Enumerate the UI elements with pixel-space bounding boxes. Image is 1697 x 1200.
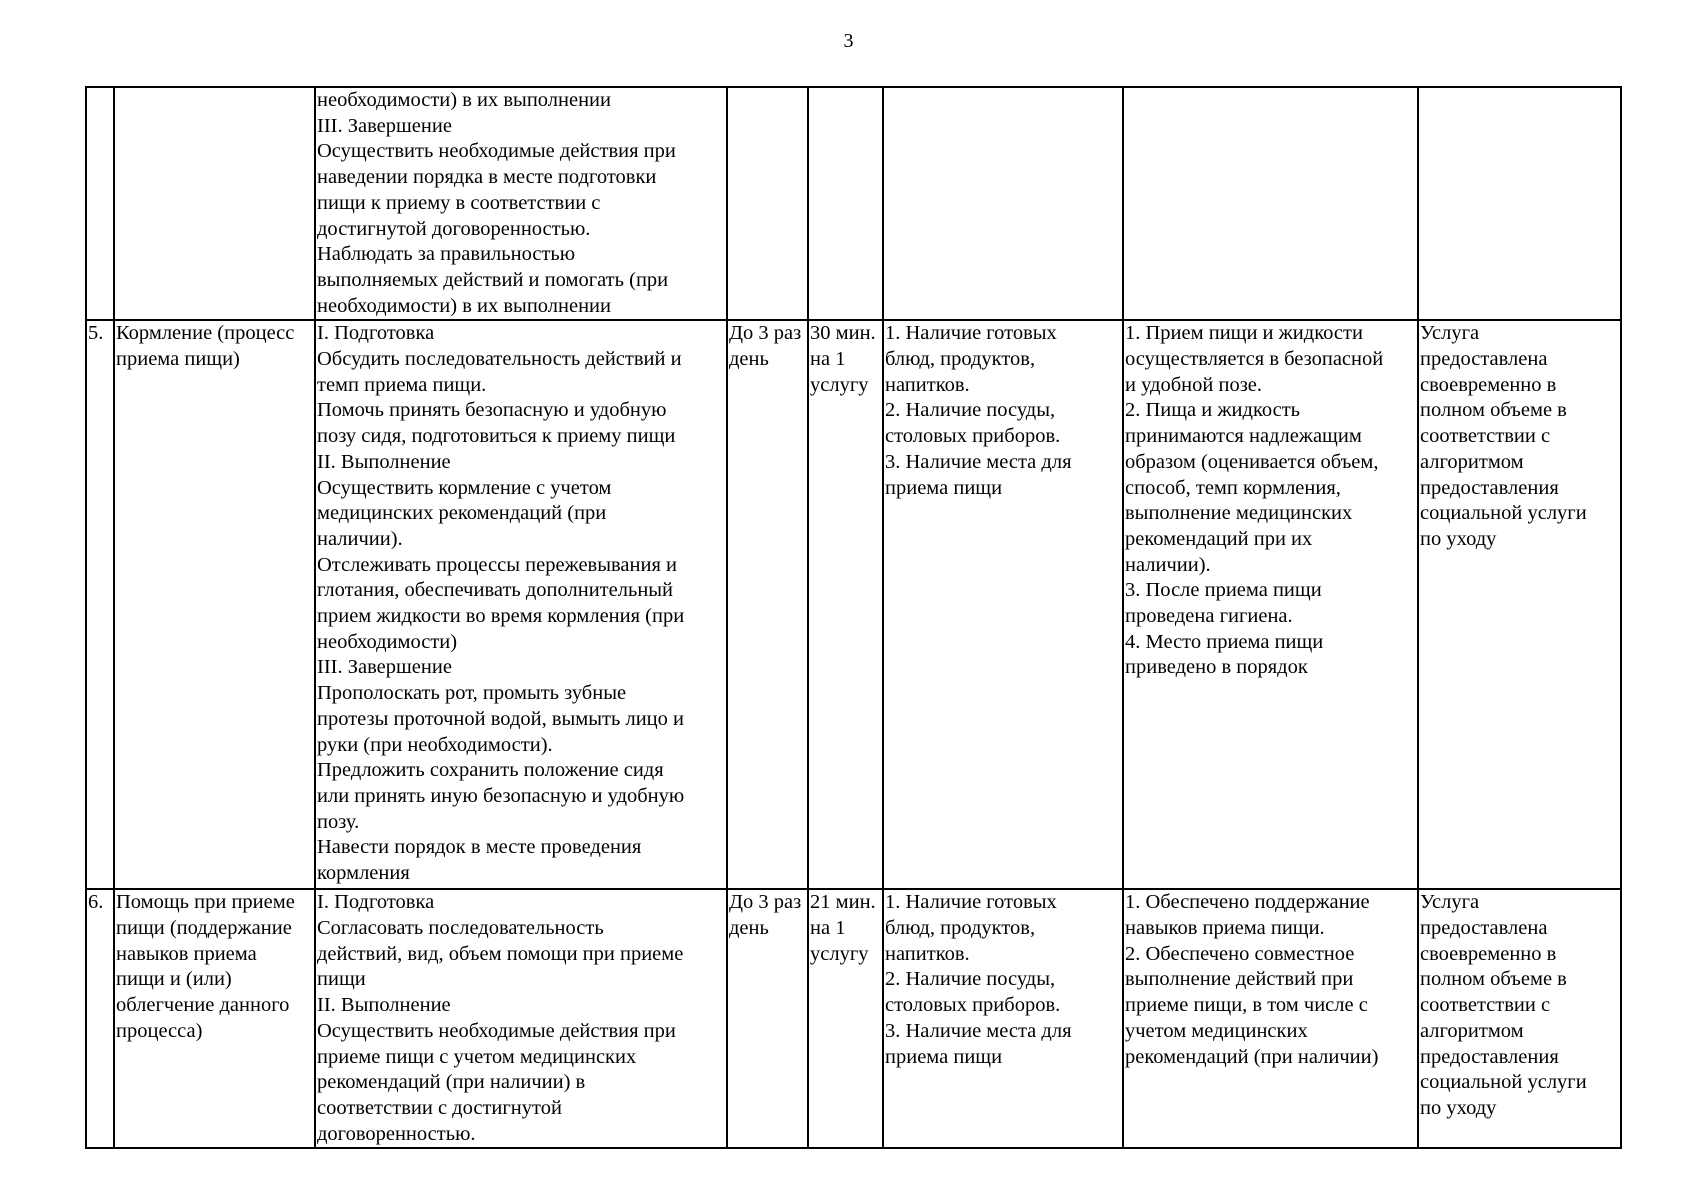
cell-service-name <box>114 889 315 1148</box>
cell-procedure <box>315 889 727 1148</box>
cell-text-line: медицинских рекомендаций (при <box>317 502 607 525</box>
cell-text-line: III. Завершение <box>317 656 452 679</box>
cell-text-line: II. Выполнение <box>317 994 451 1017</box>
cell-text-line: своевременно в <box>1420 373 1557 396</box>
cell-text-line: приема пищи <box>885 1045 1003 1068</box>
cell-text-line: алгоритмом <box>1420 450 1524 473</box>
cell-text-line: рекомендаций (при наличии) <box>1125 1045 1379 1068</box>
cell-text-line: приеме пищи с учетом медицинских <box>317 1045 637 1068</box>
services-table <box>85 86 1622 1149</box>
cell-text-line: приеме пищи, в том числе с <box>1125 994 1368 1017</box>
cell-text-line: 2. Наличие посуды, <box>885 399 1056 422</box>
cell-indicators <box>1123 320 1418 889</box>
cell-text-line: достигнутой договоренностью. <box>317 217 591 240</box>
cell-text-line: Обсудить последовательность действий и <box>317 348 682 371</box>
cell-text-line: наличии). <box>317 527 403 550</box>
cell-text-line: 1. Наличие готовых <box>885 322 1057 345</box>
cell-text-line: навыков приема <box>116 942 257 965</box>
cell-text-line: выполняемых действий и помогать (при <box>317 268 669 291</box>
cell-text-line: Предложить сохранить положение сидя <box>317 759 664 782</box>
cell-text-line: учетом медицинских <box>1125 1019 1308 1042</box>
cell-text-line: кормления <box>317 862 410 885</box>
cell-text-line: напитков. <box>885 373 970 396</box>
cell-text-line: действий, вид, объем помощи при приеме <box>317 942 684 965</box>
cell-text-line: Прополоскать рот, промыть зубные <box>317 682 627 705</box>
cell-text-line: позу. <box>317 810 360 833</box>
cell-duration <box>808 87 883 320</box>
cell-text-line: предоставления <box>1420 476 1559 499</box>
cell-text-line: соответствии с <box>1420 994 1551 1017</box>
cell-text-line: необходимости) в их выполнении <box>317 294 611 317</box>
cell-text-line: I. Подготовка <box>317 322 435 345</box>
cell-text-line: 21 мин. <box>810 891 876 914</box>
table-row <box>86 87 1621 320</box>
cell-number: 5. <box>86 320 114 889</box>
cell-text-line: необходимости) в их выполнении <box>317 89 611 111</box>
cell-text-line: 1. Обеспечено поддержание <box>1125 891 1370 914</box>
cell-text-line: 2. Обеспечено совместное <box>1125 942 1355 965</box>
cell-text-line: рекомендаций (при наличии) в <box>317 1071 586 1094</box>
cell-text-line: на 1 <box>810 348 846 371</box>
cell-text-line: по уходу <box>1420 527 1497 550</box>
cell-number <box>86 87 114 320</box>
page-number: 3 <box>843 30 854 52</box>
cell-procedure <box>315 320 727 889</box>
cell-evaluation <box>1418 889 1621 1148</box>
cell-text-line: пищи (поддержание <box>116 917 292 940</box>
cell-text-line: приема пищи <box>885 476 1003 499</box>
cell-text-line: осуществляется в безопасной <box>1125 348 1384 371</box>
cell-text-line: облегчение данного <box>116 994 290 1017</box>
table-row <box>86 889 1621 1148</box>
cell-indicators <box>1123 87 1418 320</box>
cell-text-line: выполнение медицинских <box>1125 502 1353 525</box>
cell-frequency <box>727 87 808 320</box>
cell-service-name <box>114 87 315 320</box>
cell-text-line: темп приема пищи. <box>317 373 487 396</box>
cell-text-line: столовых приборов. <box>885 425 1061 448</box>
cell-text-line: 3. Наличие места для <box>885 450 1072 473</box>
cell-text-line: день <box>729 917 769 940</box>
cell-text-line: Осуществить необходимые действия при <box>317 1019 676 1042</box>
cell-text-line: 4. Место приема пищи <box>1125 630 1324 653</box>
cell-text-line: день <box>729 348 769 371</box>
cell-text-line: рекомендаций при их <box>1125 527 1313 550</box>
cell-text-line: III. Завершение <box>317 114 452 137</box>
cell-text-line: блюд, продуктов, <box>885 917 1036 940</box>
cell-text-line: До 3 раз <box>729 891 802 914</box>
cell-text-line: наличии). <box>1125 553 1211 576</box>
cell-text-line: 2. Пища и жидкость <box>1125 399 1301 422</box>
cell-text-line: способ, темп кормления, <box>1125 476 1341 499</box>
cell-text-line: Помочь принять безопасную и удобную <box>317 399 667 422</box>
cell-frequency <box>727 889 808 1148</box>
cell-text-line: предоставлена <box>1420 917 1548 940</box>
cell-duration <box>808 320 883 889</box>
cell-text-line: 30 мин. <box>810 322 876 345</box>
cell-text-line: Наблюдать за правильностью <box>317 243 576 266</box>
cell-conditions <box>883 889 1123 1148</box>
cell-text-line: проведена гигиена. <box>1125 605 1293 628</box>
cell-text-line: принимаются надлежащим <box>1125 425 1362 448</box>
services-table-body <box>86 87 1621 1148</box>
cell-text-line: услугу <box>810 373 869 396</box>
cell-text-line: Согласовать последовательность <box>317 917 604 940</box>
cell-text-line: I. Подготовка <box>317 891 435 914</box>
cell-text-line: II. Выполнение <box>317 450 451 473</box>
cell-conditions <box>883 320 1123 889</box>
cell-duration <box>808 889 883 1148</box>
cell-text-line: 1. Наличие готовых <box>885 891 1057 914</box>
cell-text-line: полном объеме в <box>1420 968 1567 991</box>
cell-text-line: руки (при необходимости). <box>317 733 553 756</box>
cell-text-line: приема пищи) <box>116 348 240 371</box>
cell-text-line: услугу <box>810 942 869 965</box>
cell-text-line: Кормление (процесс <box>116 322 295 345</box>
cell-text-line: До 3 раз <box>729 322 802 345</box>
cell-text-line: Отслеживать процессы пережевывания и <box>317 553 677 576</box>
cell-text-line: соответствии с <box>1420 425 1551 448</box>
cell-text-line: образом (оценивается объем, <box>1125 450 1379 473</box>
cell-text-line: 3. После приема пищи <box>1125 579 1322 602</box>
cell-text-line: прием жидкости во время кормления (при <box>317 605 685 628</box>
cell-text-line: напитков. <box>885 942 970 965</box>
cell-text-line: процесса) <box>116 1019 203 1042</box>
cell-text-line: выполнение действий при <box>1125 968 1354 991</box>
cell-text-line: Услуга <box>1420 322 1480 345</box>
cell-conditions <box>883 87 1123 320</box>
cell-text-line: Услуга <box>1420 891 1480 914</box>
cell-text-line: Осуществить необходимые действия при <box>317 140 676 163</box>
cell-text-line: Навести порядок в месте проведения <box>317 836 642 859</box>
cell-text-line: на 1 <box>810 917 846 940</box>
cell-text-line: пищи <box>317 968 366 991</box>
cell-text-line: полном объеме в <box>1420 399 1567 422</box>
cell-text-line: протезы проточной водой, вымыть лицо и <box>317 707 684 730</box>
cell-indicators <box>1123 889 1418 1148</box>
cell-text-line: необходимости) <box>317 630 458 653</box>
cell-text-line: блюд, продуктов, <box>885 348 1036 371</box>
cell-text-line: 2. Наличие посуды, <box>885 968 1056 991</box>
cell-evaluation <box>1418 320 1621 889</box>
cell-frequency <box>727 320 808 889</box>
cell-text-line: и удобной позе. <box>1125 373 1263 396</box>
cell-text-line: пищи к приему в соответствии с <box>317 191 601 214</box>
cell-text-line: навыков приема пищи. <box>1125 917 1325 940</box>
cell-text-line: предоставлена <box>1420 348 1548 371</box>
cell-text-line: или принять иную безопасную и удобную <box>317 784 685 807</box>
table-row <box>86 320 1621 889</box>
cell-text-line: глотания, обеспечивать дополнительный <box>317 579 674 602</box>
cell-text-line: приведено в порядок <box>1125 656 1308 679</box>
cell-text-line: социальной услуги <box>1420 1071 1587 1094</box>
cell-text-line: наведении порядка в месте подготовки <box>317 166 657 189</box>
cell-text-line: пищи и (или) <box>116 968 232 991</box>
cell-text-line: позу сидя, подготовиться к приему пищи <box>317 425 676 448</box>
cell-service-name <box>114 320 315 889</box>
cell-text-line: Помощь при приеме <box>116 891 295 914</box>
cell-text-line: своевременно в <box>1420 942 1557 965</box>
cell-text-line: по уходу <box>1420 1096 1497 1119</box>
cell-text-line: 3. Наличие места для <box>885 1019 1072 1042</box>
cell-text-line: 1. Прием пищи и жидкости <box>1125 322 1363 345</box>
cell-text-line: социальной услуги <box>1420 502 1587 525</box>
cell-text-line: договоренностью. <box>317 1122 476 1145</box>
cell-text-line: предоставления <box>1420 1045 1559 1068</box>
cell-text-line: столовых приборов. <box>885 994 1061 1017</box>
cell-text-line: соответствии с достигнутой <box>317 1096 562 1119</box>
cell-text-line: алгоритмом <box>1420 1019 1524 1042</box>
cell-evaluation <box>1418 87 1621 320</box>
cell-number: 6. <box>86 889 114 1148</box>
cell-text-line: Осуществить кормление с учетом <box>317 476 612 499</box>
cell-procedure <box>315 87 727 320</box>
